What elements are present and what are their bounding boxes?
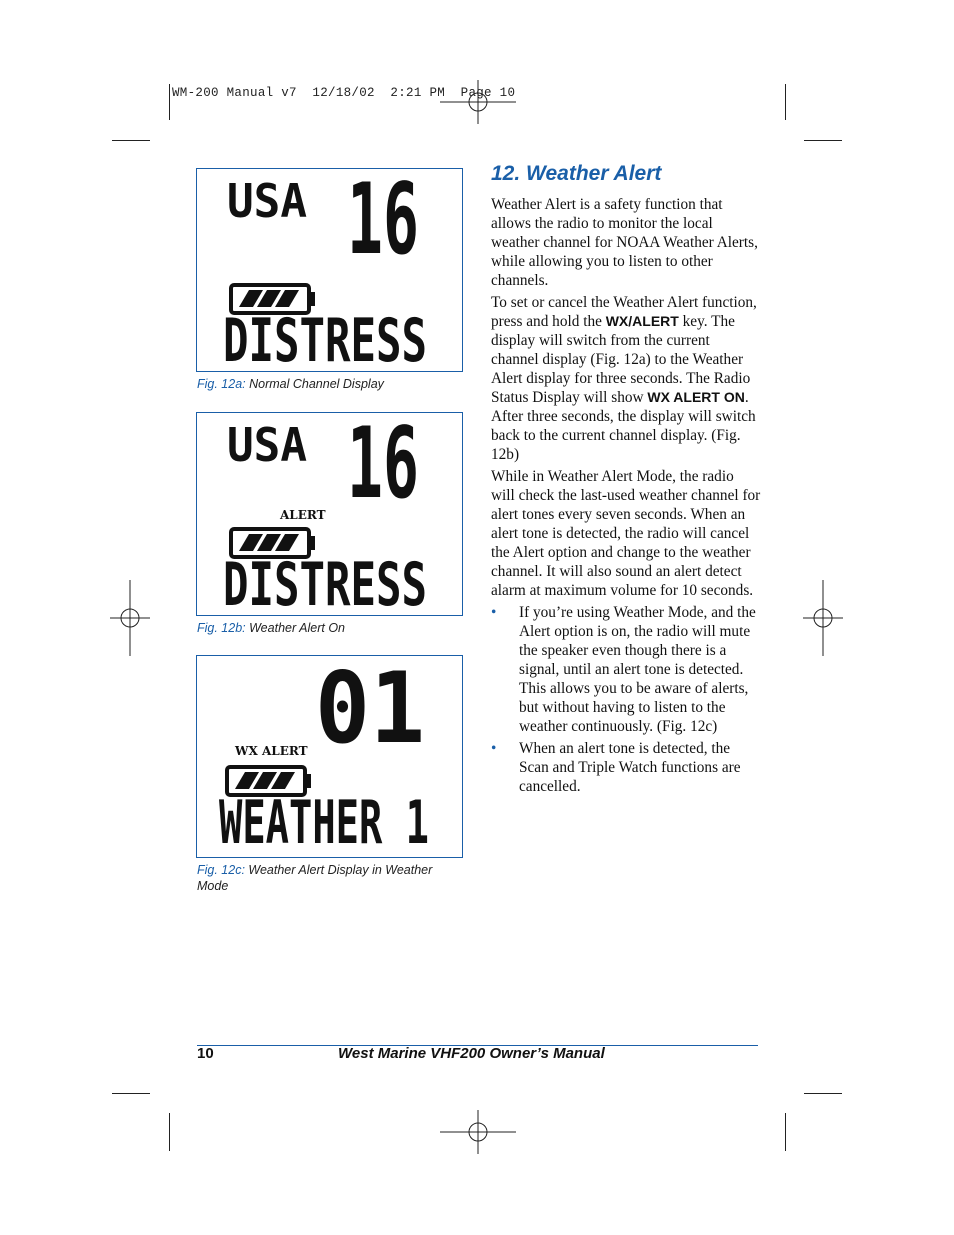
lcd-display-12c xyxy=(196,655,463,858)
lcd-channel-number: 16 xyxy=(347,169,419,277)
bullet-item: • If you’re using Weather Mode, and the Alert option is on, the radio will mute the speaker even though there is a signal, until an alert tone is detected. This allows you to be aware of alerts, but without having to listen to the weather continuously. (Fig. 12c) xyxy=(491,604,756,735)
paragraph-intro: Weather Alert is a safety function that allows the radio to monitor the local weather channel for NOAA Weather Alerts, while allowing you to listen to other channels. xyxy=(491,196,758,289)
lcd-wx-alert-indicator: WX ALERT xyxy=(235,744,308,758)
printer-slug: WM-200 Manual v7 12/18/02 2:21 PM Page 10 xyxy=(172,86,516,100)
bullet-icon: • xyxy=(491,604,497,621)
bullet-item: • When an alert tone is detected, the Scan and Triple Watch functions are cancelled. xyxy=(491,740,741,795)
lcd-display-12b xyxy=(196,412,463,616)
lcd-channel-number: 01 xyxy=(315,656,425,766)
lcd-channel-name: WEATHER 1 xyxy=(219,788,429,856)
wx-alert-on-label: WX ALERT ON xyxy=(647,389,745,405)
section-body xyxy=(491,195,761,799)
lcd-channel-name: DISTRESS xyxy=(223,550,427,614)
paragraph-set-cancel: To set or cancel the Weather Alert function, press and hold the WX/ALERT key. The display will switch from the current channel display (Fig. 12a) to the Weather Alert display for three seconds. The Radio Status Display will show WX ALERT ON. After three seconds, the display will switch back to the current channel display. (Fig. 12b) xyxy=(491,294,757,463)
section-heading: 12. Weather Alert xyxy=(491,162,662,185)
page-number: 10 xyxy=(197,1045,214,1062)
registration-bottom-icon xyxy=(440,1110,516,1154)
lcd-channel-name: DISTRESS xyxy=(223,306,427,370)
bullet-icon: • xyxy=(491,740,497,757)
figure-caption-12b: Fig. 12b: Weather Alert On xyxy=(197,621,345,635)
lcd-region: USA xyxy=(227,174,307,228)
figure-caption-12a: Fig. 12a: Normal Channel Display xyxy=(197,377,384,391)
registration-left-icon xyxy=(110,580,150,656)
lcd-alert-indicator: ALERT xyxy=(280,508,326,522)
lcd-display-12a xyxy=(196,168,463,372)
footer-title: West Marine VHF200 Owner’s Manual xyxy=(338,1045,605,1062)
lcd-region: USA xyxy=(227,418,307,472)
paragraph-alert-mode: While in Weather Alert Mode, the radio will check the last-used weather channel for alert tones every seven seconds. When an alert tone is detected, the radio will cancel the Alert option and change to the weather channel. It will also sound an alert detect alarm at maximum volume for 10 seconds. xyxy=(491,468,761,599)
lcd-channel-number: 16 xyxy=(347,413,419,521)
figure-caption-12c: Fig. 12c: Weather Alert Display in Weather Mode xyxy=(197,863,433,893)
registration-right-icon xyxy=(803,580,843,656)
registration-top-icon xyxy=(440,80,516,124)
wx-alert-key-label: WX/ALERT xyxy=(605,313,679,329)
